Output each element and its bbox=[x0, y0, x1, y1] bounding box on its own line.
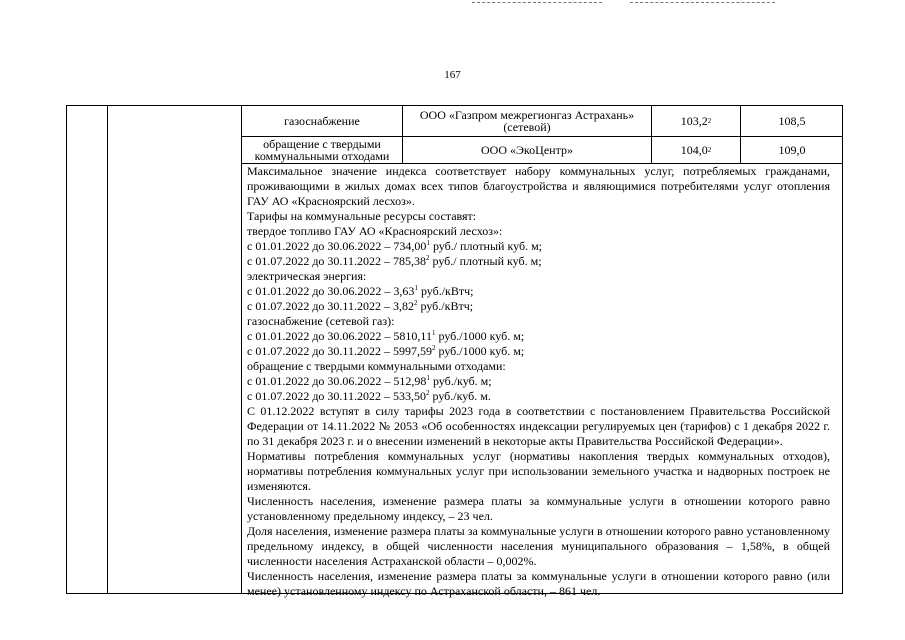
footnote-mark: 2 bbox=[432, 344, 436, 352]
tariff-unit: руб./куб. м. bbox=[429, 389, 491, 403]
footnote-mark: 1 bbox=[432, 329, 436, 337]
column-divider bbox=[107, 106, 108, 593]
footnote-mark: 2 bbox=[426, 389, 430, 397]
tariff-line bbox=[247, 389, 830, 404]
table-cell-provider: ООО «Газпром межрегионгаз Астрахань» (сетевой) bbox=[419, 108, 635, 134]
footnote-mark: 2 bbox=[426, 254, 430, 262]
tariff-unit: руб./1000 куб. м; bbox=[435, 344, 525, 358]
column-divider bbox=[241, 106, 242, 593]
scan-mark bbox=[472, 2, 602, 4]
tariff-unit: руб./кВтч; bbox=[417, 299, 474, 313]
solid-fuel-heading: твердое топливо ГАУ АО «Красноярский лесхоз»: bbox=[247, 224, 503, 238]
tariffs-heading: Тарифы на коммунальные ресурсы составят: bbox=[247, 209, 477, 223]
tariff-text: с 01.01.2022 до 30.06.2022 – 5810,11 bbox=[247, 329, 432, 343]
paragraph-population: Численность населения, изменение размера платы за коммунальные услуги в отношении которого равно установленному предельному индексу, – 23 чел. bbox=[247, 494, 830, 523]
tariff-text: с 01.07.2022 до 30.11.2022 – 533,50 bbox=[247, 389, 426, 403]
paragraph-population-region: Численность населения, изменение размера платы за коммунальные услуги в отношении которого равно (или менее) установленному индексу по Астраханской области, – 861 чел. bbox=[247, 569, 830, 598]
footnote-mark: 2 bbox=[414, 299, 418, 307]
gas-heading: газоснабжение (сетевой газ): bbox=[247, 314, 395, 328]
footnote-mark: 1 bbox=[426, 239, 430, 247]
paragraph-2023-tariffs: С 01.12.2022 вступят в силу тарифы 2023 года в соответствии с постановлением Правительства Российской Федерации от 14.11.2022 № 2053 «Об особенностях индексации регулируемых цен (тарифов) с 1 декабря 2022 г. по 31 декабря 2023 г. и о внесении изменений в некоторые акты Правительства Российской Федерации». bbox=[247, 404, 830, 448]
paragraph-population-share: Доля населения, изменение размера платы за коммунальные услуги в отношении которого равно установленному предельному индексу, в общей численности населения муниципального образования – 1,58%, в общей численности населения Астраханской области – 0,002%. bbox=[247, 524, 830, 568]
footnote-mark: 1 bbox=[426, 374, 430, 382]
tariff-text: с 01.07.2022 до 30.11.2022 – 785,38 bbox=[247, 254, 426, 268]
paragraph-max-index: Максимальное значение индекса соответствует набору коммунальных услуг, потребляемых гражданами, проживающими в жилых домах всех типов благоустройства и являющимися потребителями услуг отопления ГАУ АО «Красноярский лесхоз». bbox=[247, 164, 830, 208]
scan-mark bbox=[630, 2, 775, 4]
tariff-unit: руб./кВтч; bbox=[417, 284, 474, 298]
tariff-line bbox=[247, 254, 830, 269]
tariff-text: с 01.01.2022 до 30.06.2022 – 512,98 bbox=[247, 374, 427, 388]
table-cell-index: 104,0 2 bbox=[680, 143, 712, 157]
electricity-heading: электрическая энергия: bbox=[247, 269, 367, 283]
document-body bbox=[247, 164, 830, 599]
paragraph-norms: Нормативы потребления коммунальных услуг (нормативы накопления твердых коммунальных отходов), нормативы потребления коммунальных услуг при использовании земельного участка и надворных построек не изменяются. bbox=[247, 449, 830, 493]
table-cell-value: 109,0 bbox=[778, 143, 806, 157]
document-table bbox=[66, 105, 843, 598]
waste-heading: обращение с твердыми коммунальными отходами: bbox=[247, 359, 506, 373]
tariff-text: с 01.01.2022 до 30.06.2022 – 3,63 bbox=[247, 284, 415, 298]
table-cell-provider: ООО «ЭкоЦентр» bbox=[481, 143, 573, 157]
index-value: 103,2 bbox=[680, 114, 708, 128]
table-cell-service: обращение с твердыми коммунальными отходами bbox=[254, 137, 390, 163]
tariff-unit: руб./ плотный куб. м; bbox=[429, 239, 542, 253]
footnote-mark: 1 bbox=[414, 284, 418, 292]
index-value: 104,0 bbox=[680, 143, 708, 157]
tariff-text: с 01.07.2022 до 30.11.2022 – 3,82 bbox=[247, 299, 414, 313]
tariff-line bbox=[247, 344, 830, 359]
tariff-line bbox=[247, 284, 830, 299]
table-cell-service: газоснабжение bbox=[284, 114, 360, 128]
tariff-text: с 01.01.2022 до 30.06.2022 – 734,00 bbox=[247, 239, 427, 253]
tariff-line bbox=[247, 329, 830, 344]
table-cell-index: 103,2 2 bbox=[680, 114, 712, 128]
tariff-text: с 01.07.2022 до 30.11.2022 – 5997,59 bbox=[247, 344, 432, 358]
page-number: 167 bbox=[444, 69, 461, 81]
tariff-line bbox=[247, 239, 830, 254]
tariff-line bbox=[247, 299, 830, 314]
tariff-line bbox=[247, 374, 830, 389]
tariff-unit: руб./1000 куб. м; bbox=[435, 329, 525, 343]
table-cell-value: 108,5 bbox=[778, 114, 806, 128]
tariff-unit: руб./куб. м; bbox=[429, 374, 492, 388]
tariff-unit: руб./ плотный куб. м; bbox=[429, 254, 542, 268]
